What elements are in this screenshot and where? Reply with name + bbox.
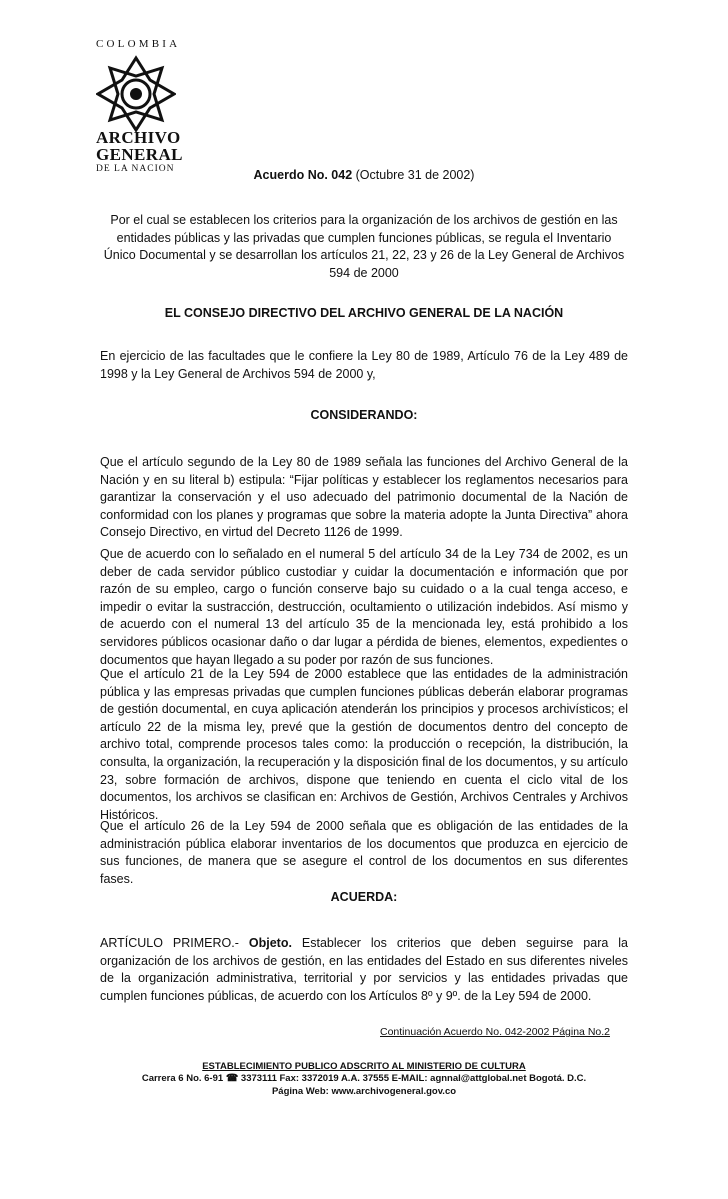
logo-archivo: ARCHIVO xyxy=(96,128,181,147)
articulo-title: Objeto. xyxy=(248,936,292,950)
archivo-star-emblem-icon xyxy=(96,54,176,134)
considerando-heading: CONSIDERANDO: xyxy=(310,408,418,422)
logo-country: COLOMBIA xyxy=(96,38,181,50)
footer-website[interactable]: Página Web: www.archivogeneral.gov.co xyxy=(271,1086,457,1097)
footer-address: Carrera 6 No. 6-91 xyxy=(141,1073,226,1084)
footer-phone-fax-email: 3373111 Fax: 3372019 A.A. 37555 E-MAIL: agnnal@attglobal.net Bogotá. D.C. xyxy=(238,1073,587,1084)
ejercicio-paragraph: En ejercicio de las facultades que le confiere la Ley 80 de 1989, Artículo 76 de la Ley 489 de 1998 y la Ley General de Archivos 594 de 2000 y, xyxy=(100,349,628,381)
logo-de-la-nacion: DE LA NACION xyxy=(96,164,175,174)
footer-establecimiento: ESTABLECIMIENTO PUBLICO ADSCRITO AL MINISTERIO DE CULTURA xyxy=(202,1061,526,1072)
considerando-paragraph-2: Que de acuerdo con lo señalado en el numeral 5 del artículo 34 de la Ley 734 de 2002, es un deber de cada servidor público custodiar y cuidar la documentación e información que por razón de su empleo, cargo o función conserve bajo su cuidado o a la cual tenga acceso, e impedir o evitar la sustracción, destrucción, ocultamiento o utilización indebidos. Así mismo y de acuerdo con el numeral 13 del artículo 35 de la mencionada ley, está prohibido a los servidores públicos ocasionar daño o dar lugar a pérdida de bienes, elementos, expedientes o documentos que hayan llegado a su poder por razón de sus funciones. xyxy=(100,547,628,667)
logo-general: GENERAL xyxy=(96,145,183,164)
articulo-text: Establecer los criterios que deben seguirse para la organización de los archivos de gestión, en las entidades del Estado en sus diferentes niveles de la organización administrativa, territorial y por servicios y las entidades privadas que cumplen funciones públicas, de acuerdo con los Artículos 8º y 9º. de la Ley 594 de 2000. xyxy=(100,936,628,1003)
acuerdo-date: (Octubre 31 de 2002) xyxy=(355,168,475,182)
considerando-paragraph-1: Que el artículo segundo de la Ley 80 de 1989 señala las funciones del Archivo General de la Nación y en su literal b) estipula: “Fijar políticas y establecer los reglamentos necesarios para garantizar la conservación y el uso adecuado del patrimonio documental de la Nación de conformidad con los planes y programas que sobre la materia adopte la Junta Directiva” ahora Consejo Directivo, en virtud del Decreto 1126 de 1999. xyxy=(100,455,628,540)
articulo-label: ARTÍCULO PRIMERO.- xyxy=(100,936,249,950)
continuation-link[interactable]: Continuación Acuerdo No. 042-2002 Página No.2 xyxy=(380,1026,610,1038)
archivo-general-logo xyxy=(96,38,206,173)
acuerdo-title xyxy=(100,168,628,182)
footer-contact xyxy=(100,1073,628,1084)
phone-icon: ☎ xyxy=(225,1073,239,1084)
considerando-paragraph-4: Que el artículo 26 de la Ley 594 de 2000 señala que es obligación de las entidades de la administración pública elaborar inventarios de los documentos que produzca en ejercicio de sus funciones, de manera que se asegure el control de los documentos en sus diferentes fases. xyxy=(100,819,628,886)
articulo-primero xyxy=(100,935,628,1005)
council-heading: EL CONSEJO DIRECTIVO DEL ARCHIVO GENERAL DE LA NACIÓN xyxy=(164,306,564,320)
acuerdo-number: Acuerdo No. 042 xyxy=(253,168,353,182)
subject-paragraph: Por el cual se establecen los criterios para la organización de los archivos de gestión en las entidades públicas y las privadas que cumplen funciones públicas, se regula el Inventario Único Documental y se desarrollan los artículos 21, 22, 23 y 26 de la Ley General de Archivos 594 de 2000 xyxy=(103,213,625,280)
acuerda-heading: ACUERDA: xyxy=(330,890,398,904)
considerando-paragraph-3: Que el artículo 21 de la Ley 594 de 2000 establece que las entidades de la administración pública y las empresas privadas que cumplen funciones públicas deberán elaborar programas de gestión documental, en cuya aplicación atenderán los principios y procesos archivísticos; el artículo 22 de la misma ley, prevé que la gestión de documentos dentro del concepto de archivo total, comprende procesos tales como: la producción o recepción, la distribución, la consulta, la organización, la recuperación y la disposición final de los documentos, y su artículo 23, sobre formación de archivos, dispone que teniendo en cuenta el ciclo vital de los documentos, los archivos se clasifican en: Archivos de Gestión, Archivos Centrales y Archivos Históricos. xyxy=(100,667,628,822)
